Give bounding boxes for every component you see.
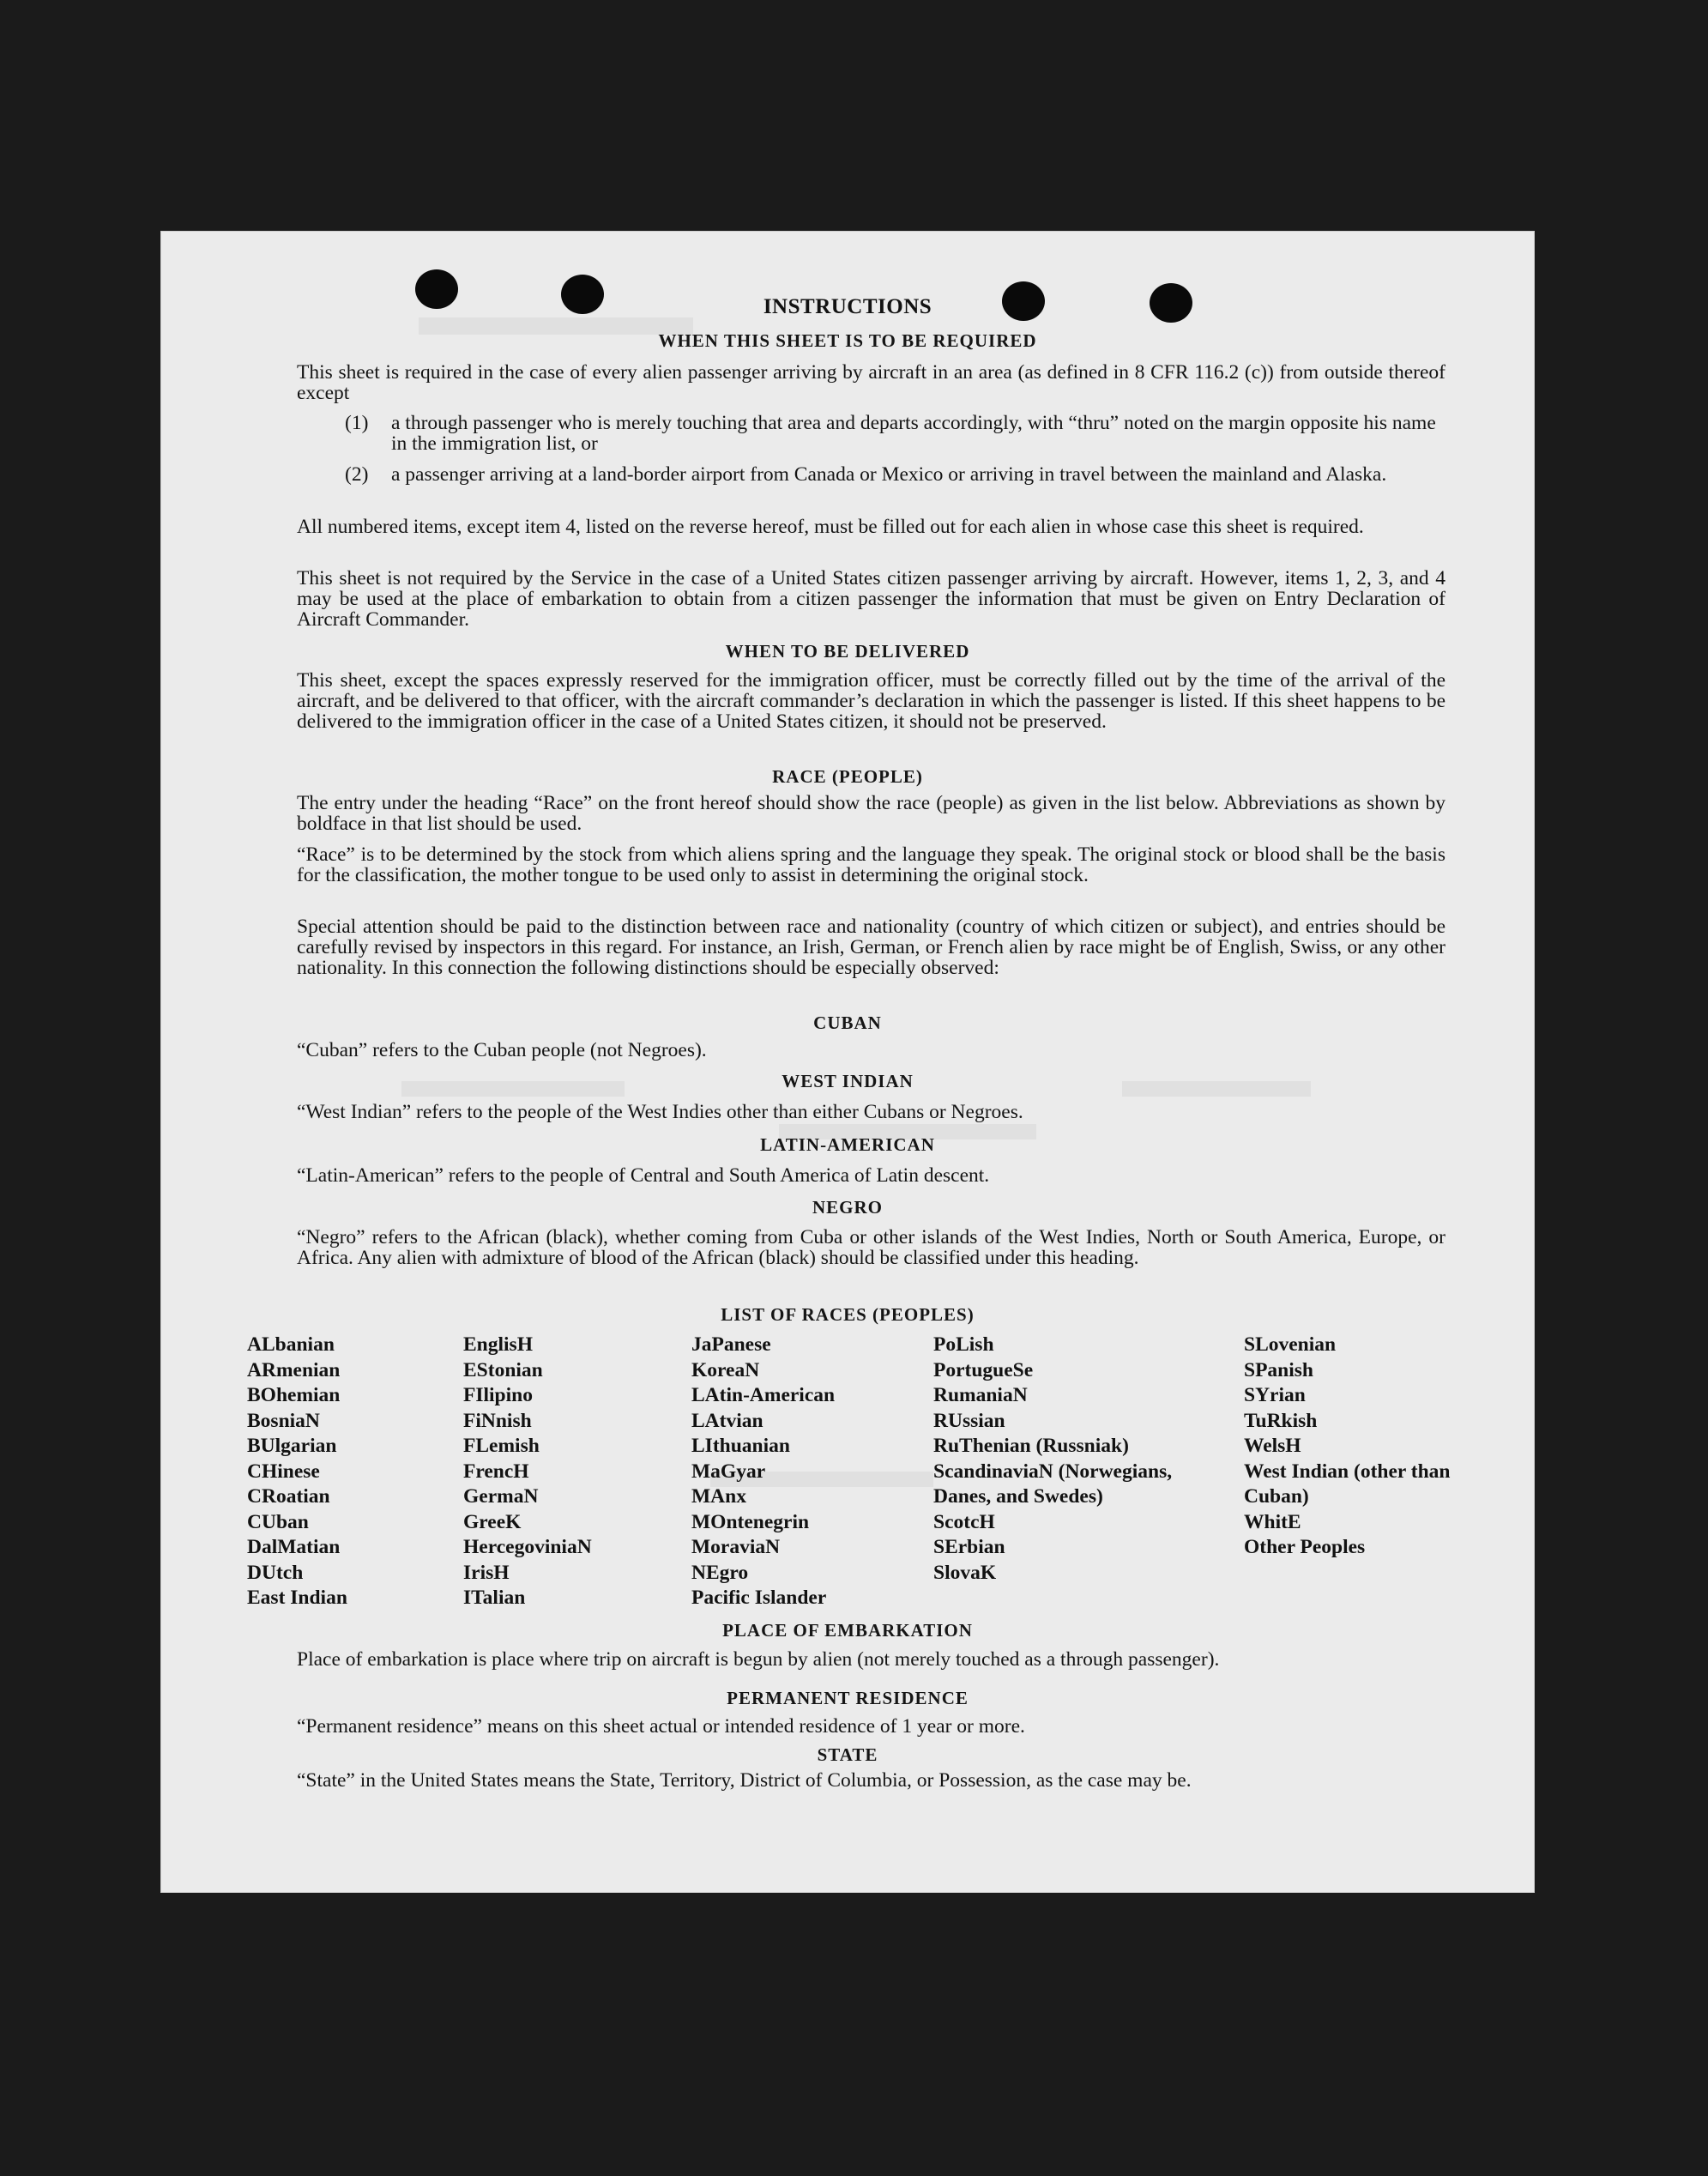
paragraph-race-1: The entry under the heading “Race” on the front hereof should show the race (people) as given in the list below. Abbreviations as shown by boldface in that list should be used.: [297, 792, 1445, 835]
race-item: PoLish: [933, 1333, 994, 1356]
race-item: WhitE: [1244, 1510, 1301, 1533]
paragraph-negro: “Negro” refers to the African (black), whether coming from Cuba or other islands of the West Indies, North or South America, Europe, or Africa. Any alien with admixture of blood of the African (black) should be classified under this heading.: [297, 1226, 1445, 1269]
item-number: (2): [345, 463, 369, 486]
item-text: a passenger arriving at a land-border airport from Canada or Mexico or arriving in travel between the mainland and Alaska.: [391, 463, 1387, 486]
race-item: CUban: [247, 1510, 309, 1533]
heading-latin-american: LATIN-AMERICAN: [760, 1134, 935, 1155]
race-item: East Indian: [247, 1587, 347, 1609]
race-item: GermaN: [463, 1485, 539, 1508]
document-title: INSTRUCTIONS: [763, 295, 932, 318]
race-item: EStonian: [463, 1358, 543, 1381]
heading-race: RACE (PEOPLE): [772, 766, 923, 787]
item-text: a through passenger who is merely touching that area and departs accordingly, with “thru” noted on the margin opposite his name in the immigration list, or: [391, 412, 1436, 455]
race-column-1: [247, 1333, 453, 1611]
race-column-4: [933, 1333, 1191, 1586]
heading-negro: NEGRO: [812, 1197, 883, 1218]
paragraph-delivered: This sheet, except the spaces expressly reserved for the immigration officer, must be correctly filled out by the time of the arrival of the aircraft, and be delivered to that officer, with the aircraft commander’s declaration in which the passenger is listed. If this sheet happens to be delivered to the immigration officer in the case of a United States citizen, it should not be preserved.: [297, 669, 1445, 733]
heading-when-required: WHEN THIS SHEET IS TO BE REQUIRED: [658, 330, 1037, 351]
race-item: LIthuanian: [691, 1435, 790, 1457]
race-item: MOntenegrin: [691, 1510, 810, 1533]
race-item: SlovaK: [933, 1561, 997, 1584]
race-item: WelsH: [1244, 1435, 1301, 1457]
race-item: MaGyar: [691, 1460, 766, 1483]
exception-item-2: [345, 464, 1445, 485]
race-item: MAnx: [691, 1485, 746, 1508]
race-item: IrisH: [463, 1561, 510, 1584]
paragraph-embarkation: Place of embarkation is place where trip on aircraft is begun by alien (not merely touched as a through passenger).: [297, 1648, 1220, 1671]
race-column-3: [691, 1333, 923, 1611]
heading-cuban: CUBAN: [813, 1012, 882, 1033]
race-item: BOhemian: [247, 1384, 341, 1406]
race-item: FIlipino: [463, 1384, 533, 1406]
race-item: Pacific Islander: [691, 1587, 827, 1609]
race-item: SPanish: [1244, 1358, 1313, 1381]
paragraph-race-3: Special attention should be paid to the distinction between race and nationality (country of which citizen or subject), and entries should be carefully revised by inspectors in this regard. For instance, an Irish, German, or French alien by race might be of English, Swiss, or any other nationality. In this connection the following distinctions should be especially observed:: [297, 916, 1445, 979]
paragraph-state: “State” in the United States means the State, Territory, District of Columbia, or Possession, as the case may be.: [297, 1769, 1192, 1792]
race-item: RuThenian (Russniak): [933, 1435, 1129, 1457]
race-item: Other Peoples: [1244, 1536, 1366, 1558]
heading-state: STATE: [817, 1744, 878, 1765]
race-item: LAtvian: [691, 1409, 763, 1432]
race-item: KoreaN: [691, 1358, 760, 1381]
race-item: GreeK: [463, 1510, 522, 1533]
heading-embarkation: PLACE OF EMBARKATION: [722, 1620, 973, 1641]
race-item: ITalian: [463, 1587, 526, 1609]
heading-west-indian: WEST INDIAN: [782, 1071, 914, 1091]
race-item: PortugueSe: [933, 1358, 1034, 1381]
race-item: ScotcH: [933, 1510, 995, 1533]
race-item: CHinese: [247, 1460, 320, 1483]
race-item: SErbian: [933, 1536, 1005, 1558]
paragraph-cuban: “Cuban” refers to the Cuban people (not Negroes).: [297, 1039, 707, 1061]
race-item: NEgro: [691, 1561, 749, 1584]
paragraph-west-indian: “West Indian” refers to the people of the West Indies other than either Cubans or Negroes.: [297, 1101, 1023, 1123]
race-item: FLemish: [463, 1435, 540, 1457]
race-item: CRoatian: [247, 1485, 330, 1508]
race-item: RUssian: [933, 1409, 1005, 1432]
race-item: DUtch: [247, 1561, 304, 1584]
race-item: MoraviaN: [691, 1536, 781, 1558]
race-item: DalMatian: [247, 1536, 341, 1558]
race-item: LAtin-American: [691, 1384, 836, 1406]
paragraph-when-required-intro: This sheet is required in the case of every alien passenger arriving by aircraft in an area (as defined in 8 CFR 116.2 (c)) from outside thereof except: [297, 361, 1445, 404]
document-sheet: [161, 232, 1534, 1892]
race-item: West Indian (other than Cuban): [1244, 1460, 1451, 1508]
race-item: HercegoviniaN: [463, 1536, 592, 1558]
race-item: BUlgarian: [247, 1435, 337, 1457]
race-item: TuRkish: [1244, 1409, 1318, 1432]
heading-list-of-races: LIST OF RACES (PEOPLES): [721, 1304, 975, 1325]
race-item: ARmenian: [247, 1358, 341, 1381]
race-item: SYrian: [1244, 1384, 1306, 1406]
race-column-5: [1244, 1333, 1458, 1561]
race-item: FiNnish: [463, 1409, 532, 1432]
race-item: EnglisH: [463, 1333, 533, 1356]
race-item: FrencH: [463, 1460, 529, 1483]
race-item: BosniaN: [247, 1409, 320, 1432]
heading-residence: PERMANENT RESIDENCE: [727, 1688, 969, 1708]
paragraph-latin-american: “Latin-American” refers to the people of Central and South America of Latin descent.: [297, 1164, 990, 1187]
paragraph-residence: “Permanent residence” means on this sheet actual or intended residence of 1 year or more.: [297, 1715, 1025, 1738]
race-item: RumaniaN: [933, 1384, 1028, 1406]
race-item: JaPanese: [691, 1333, 771, 1356]
heading-when-delivered: WHEN TO BE DELIVERED: [725, 641, 970, 662]
item-number: (1): [345, 412, 369, 434]
race-item: ScandinaviaN (Norwegians, Danes, and Swedes): [933, 1460, 1173, 1508]
paragraph-numbered-items: All numbered items, except item 4, listed on the reverse hereof, must be filled out for each alien in whose case this sheet is required.: [297, 516, 1364, 538]
race-column-2: [463, 1333, 686, 1611]
paragraph-citizen: This sheet is not required by the Service in the case of a United States citizen passenger arriving by aircraft. However, items 1, 2, 3, and 4 may be used at the place of embarkation to obtain from a citizen passenger the information that must be given on Entry Declaration of Aircraft Commander.: [297, 567, 1445, 631]
race-item: SLovenian: [1244, 1333, 1337, 1356]
race-item: ALbanian: [247, 1333, 335, 1356]
exception-item-1: [345, 413, 1445, 454]
paragraph-race-2: “Race” is to be determined by the stock from which aliens spring and the language they speak. The original stock or blood shall be the basis for the classification, the mother tongue to be used only to assist in determining the original stock.: [297, 843, 1445, 886]
